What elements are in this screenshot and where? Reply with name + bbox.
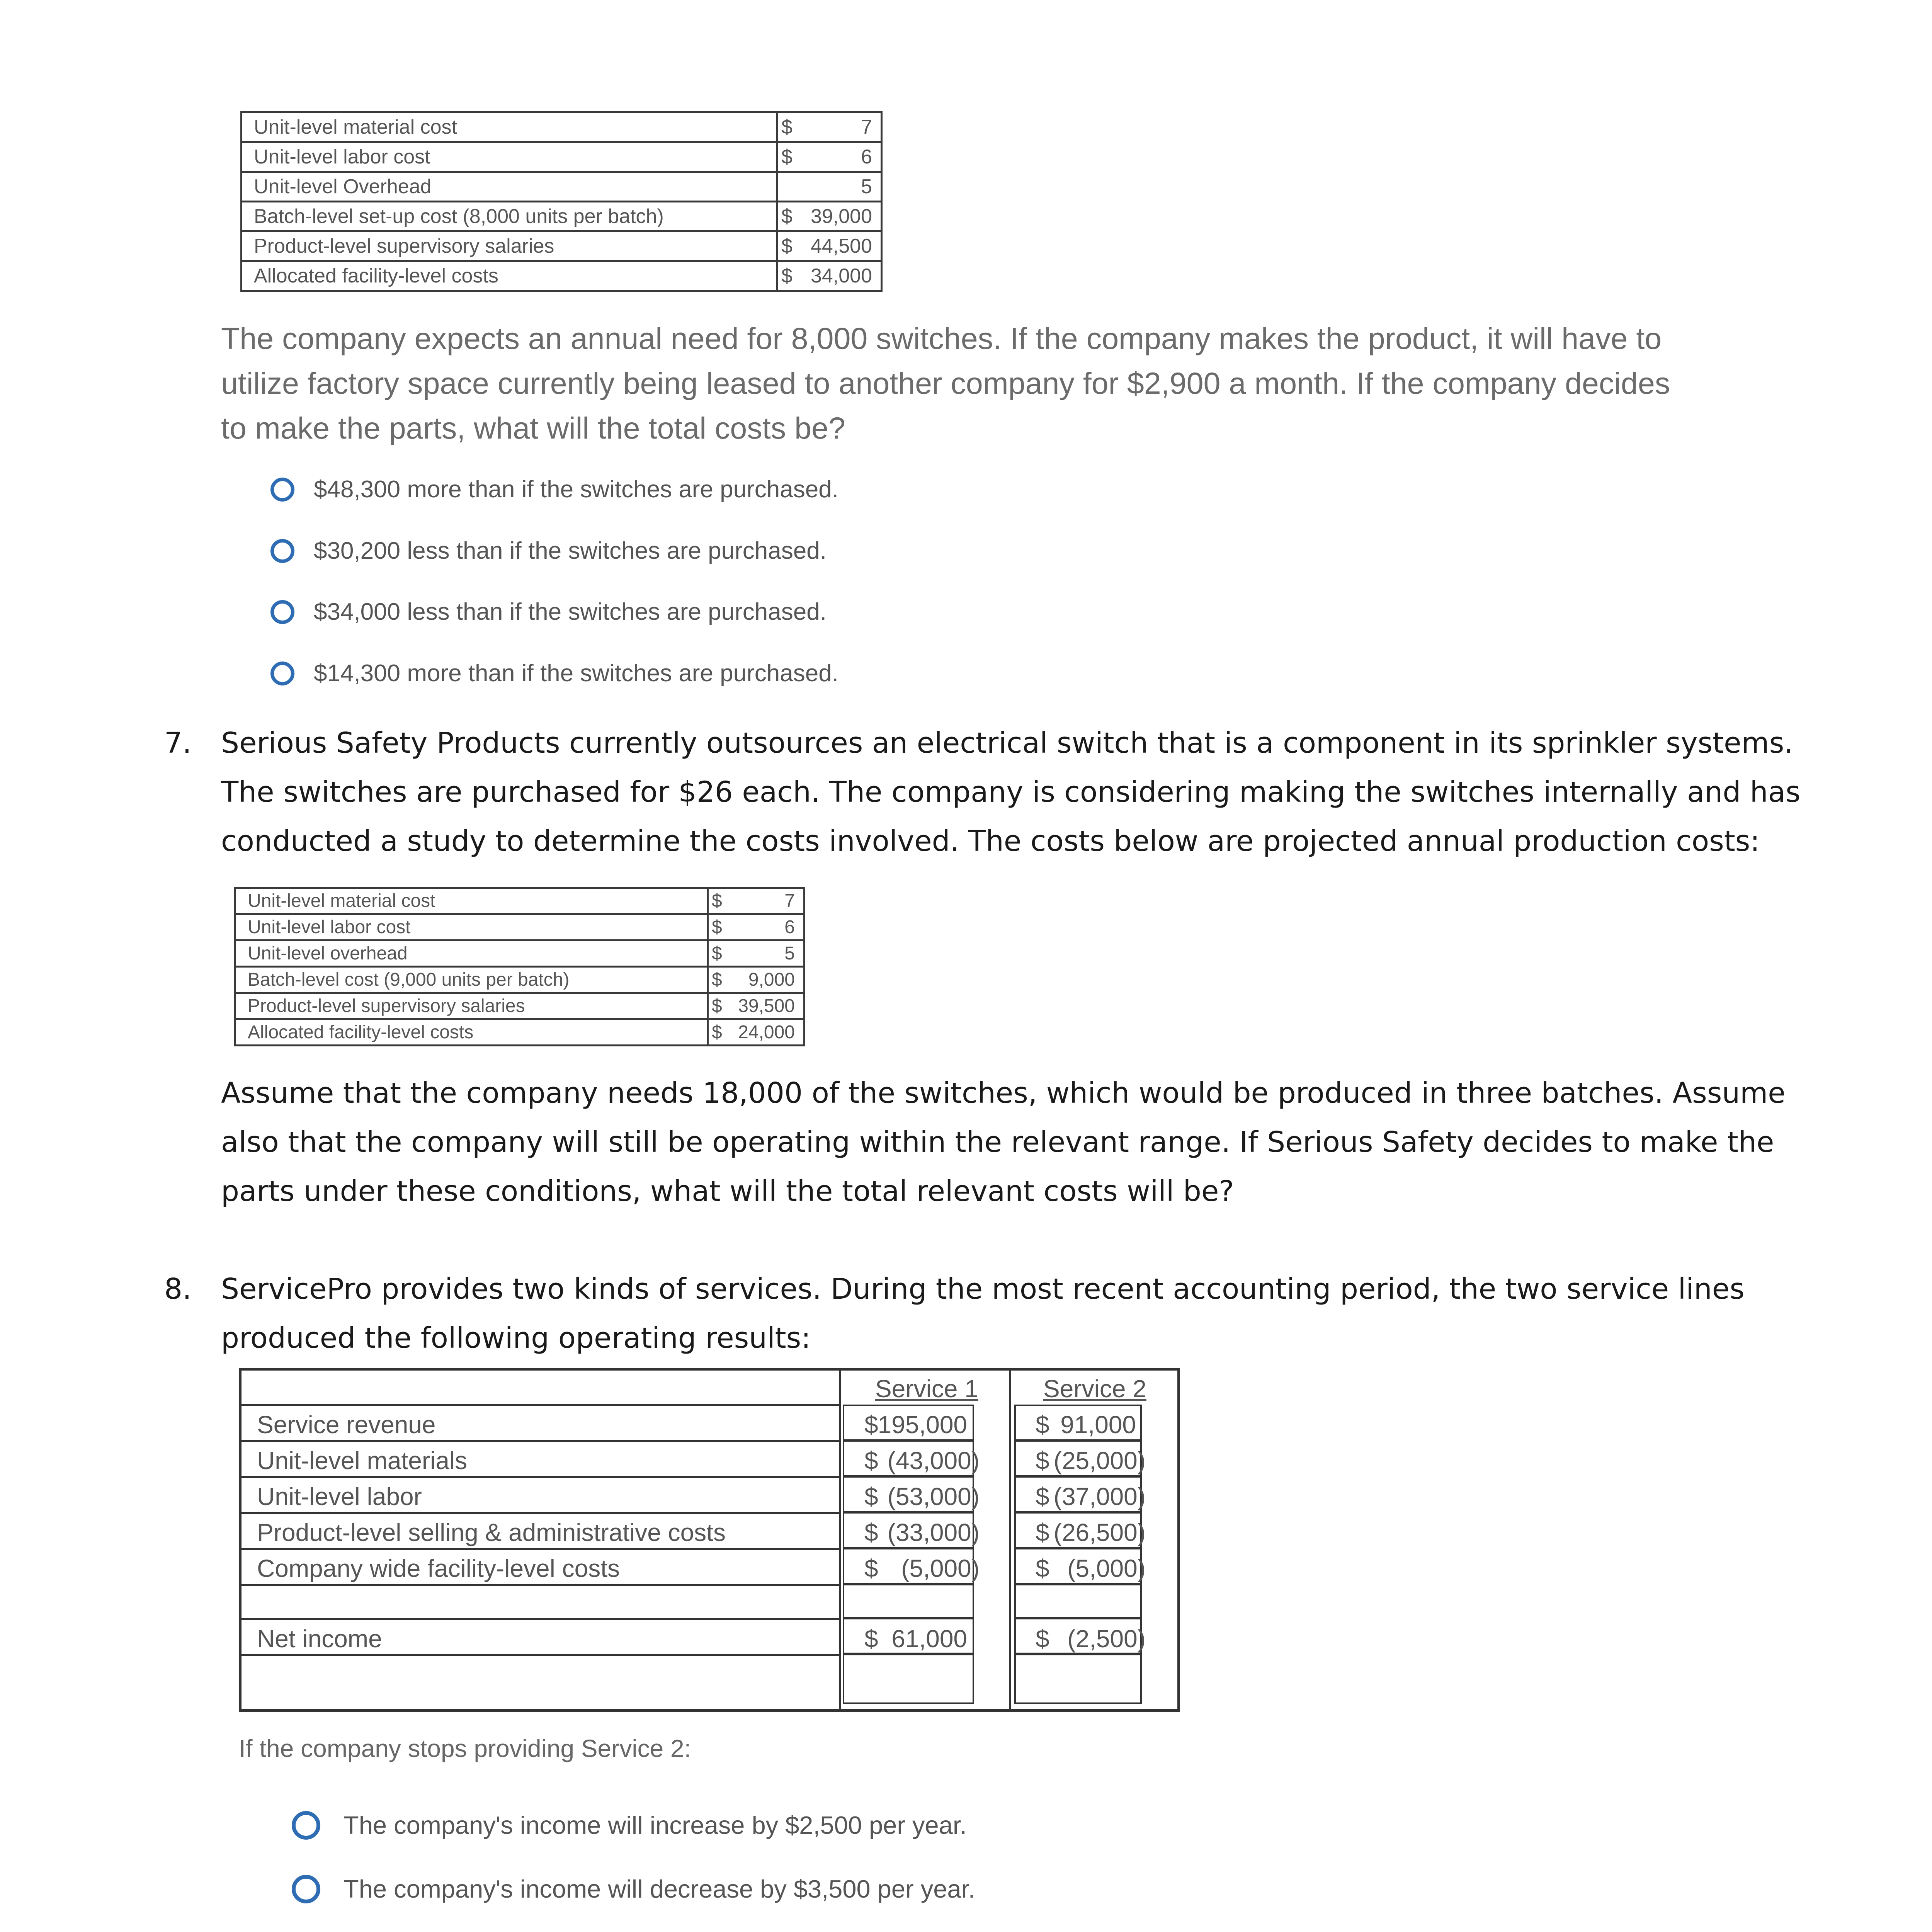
currency-sign: $: [777, 142, 795, 172]
table-row: [235, 993, 804, 1019]
prompt-line: The company expects an annual need for 8,000 switches. If the company makes the product, it will have to: [221, 321, 1662, 355]
q7-text: [221, 719, 1801, 866]
table-row: [242, 172, 882, 202]
question-line: ServicePro provides two kinds of services. During the most recent accounting period, the two service lines: [221, 1272, 1745, 1306]
prompt-line: to make the parts, what will the total costs be?: [221, 411, 845, 445]
currency-sign: $: [708, 940, 726, 967]
row-divider: [242, 1584, 839, 1586]
service-2-value: 91,000: [1060, 1411, 1136, 1439]
table-row: [242, 112, 882, 142]
row-divider: [242, 1654, 839, 1656]
row-value: 39,500: [725, 993, 804, 1019]
q7-cost-table: [234, 887, 805, 1046]
row-label: Unit-level materials: [257, 1447, 468, 1475]
q6-option-2[interactable]: [270, 537, 827, 565]
table-row: [235, 888, 804, 914]
row-divider: [242, 1512, 839, 1514]
service-1-value: 195,000: [878, 1411, 967, 1439]
row-label-net-income: Net income: [257, 1625, 382, 1653]
row-value: 7: [795, 112, 882, 142]
row-label: Unit-level labor cost: [235, 914, 708, 940]
q8-text: [221, 1265, 1745, 1363]
row-label: Unit-level Overhead: [242, 172, 777, 202]
row-label: Product-level supervisory salaries: [242, 231, 777, 261]
service-2-value: (25,000): [1053, 1447, 1146, 1475]
table-row: [235, 967, 804, 993]
currency-sign: $: [864, 1447, 878, 1475]
column-divider: [1009, 1371, 1011, 1709]
value-cell: [1014, 1654, 1142, 1704]
row-value: 5: [725, 940, 804, 967]
currency-sign: $: [708, 888, 726, 914]
question-line: produced the following operating results:: [221, 1321, 811, 1355]
option-label: $14,300 more than if the switches are purchased.: [314, 660, 838, 687]
service-2-value: (37,000): [1053, 1483, 1146, 1510]
row-value: 6: [725, 914, 804, 940]
q8-results-table: [239, 1368, 1180, 1712]
row-label: Unit-level labor cost: [242, 142, 777, 172]
radio-button[interactable]: [292, 1875, 320, 1903]
currency-sign: $: [1036, 1554, 1049, 1582]
question-line: Serious Safety Products currently outsources an electrical switch that is a component in its sprinkler systems.: [221, 726, 1793, 760]
currency-sign: $: [1036, 1411, 1049, 1439]
currency-sign: [777, 172, 795, 202]
row-label: Allocated facility-level costs: [242, 261, 777, 291]
row-label: Company wide facility-level costs: [257, 1554, 620, 1582]
table-row: [235, 940, 804, 967]
row-divider: [242, 1618, 839, 1620]
currency-sign: $: [864, 1625, 878, 1653]
service-1-value: (53,000): [887, 1483, 980, 1510]
table-row: [242, 261, 882, 291]
currency-sign: $: [708, 967, 726, 993]
currency-sign: $: [708, 914, 726, 940]
row-divider: [242, 1548, 839, 1550]
option-label: $34,000 less than if the switches are purchased.: [314, 599, 827, 625]
table-row: [242, 142, 882, 172]
value-cell: [1014, 1584, 1142, 1619]
prompt-line: utilize factory space currently being leased to another company for $2,900 a month. If the company decides: [221, 366, 1670, 400]
radio-button[interactable]: [292, 1811, 320, 1840]
row-label: Batch-level cost (9,000 units per batch): [235, 967, 708, 993]
currency-sign: $: [864, 1519, 878, 1546]
header-service-1: Service 1: [875, 1375, 978, 1403]
row-divider: [242, 1440, 839, 1442]
question-line: The switches are purchased for $26 each. The company is considering making the switches internally and has: [221, 776, 1801, 809]
row-divider: [242, 1476, 839, 1478]
service-1-net-income: 61,000: [891, 1625, 967, 1653]
q6-option-1[interactable]: [270, 476, 838, 503]
currency-sign: $: [1036, 1519, 1049, 1546]
currency-sign: $: [864, 1554, 878, 1582]
option-label: The company's income will decrease by $3,500 per year.: [344, 1875, 975, 1903]
q6-prompt: [221, 316, 1670, 451]
q8-option-2[interactable]: [292, 1874, 975, 1903]
q7-followup: [221, 1069, 1786, 1216]
value-cell: [843, 1584, 974, 1619]
option-label: The company's income will increase by $2,500 per year.: [344, 1811, 967, 1839]
row-label: Batch-level set-up cost (8,000 units per batch): [242, 202, 777, 231]
currency-sign: $: [864, 1411, 878, 1439]
row-value: 34,000: [795, 261, 882, 291]
q8-subprompt: If the company stops providing Service 2:: [239, 1735, 691, 1762]
currency-sign: $: [777, 202, 795, 231]
service-1-value: (33,000): [887, 1519, 980, 1546]
currency-sign: $: [708, 1019, 726, 1046]
currency-sign: $: [708, 993, 726, 1019]
service-1-value: (5,000): [901, 1554, 980, 1582]
currency-sign: $: [777, 231, 795, 261]
row-label: Unit-level overhead: [235, 940, 708, 967]
q8-option-1[interactable]: [292, 1811, 967, 1840]
service-2-value: (5,000): [1067, 1554, 1146, 1582]
service-2-net-income: (2,500): [1067, 1625, 1146, 1653]
row-value: 39,000: [795, 202, 882, 231]
row-value: 24,000: [725, 1019, 804, 1046]
currency-sign: $: [777, 112, 795, 142]
row-label: Unit-level material cost: [242, 112, 777, 142]
table-row: [235, 914, 804, 940]
question-line: parts under these conditions, what will the total relevant costs will be?: [221, 1175, 1234, 1208]
service-1-value: (43,000): [887, 1447, 980, 1475]
table-row: [242, 202, 882, 231]
row-label: Product-level supervisory salaries: [235, 993, 708, 1019]
currency-sign: $: [777, 261, 795, 291]
service-2-value: (26,500): [1053, 1519, 1146, 1546]
q8-number: 8.: [164, 1272, 192, 1306]
radio-button[interactable]: [270, 539, 294, 563]
radio-button[interactable]: [270, 662, 294, 685]
row-label: Unit-level material cost: [235, 888, 708, 914]
q7-number: 7.: [164, 726, 192, 760]
currency-sign: $: [864, 1483, 878, 1510]
question-line: Assume that the company needs 18,000 of the switches, which would be produced in three batches. Assume: [221, 1077, 1786, 1110]
option-label: $30,200 less than if the switches are purchased.: [314, 537, 827, 564]
row-value: 5: [795, 172, 882, 202]
header-service-2: Service 2: [1043, 1375, 1146, 1403]
option-label: $48,300 more than if the switches are purchased.: [314, 476, 838, 503]
q6-cost-table: [240, 111, 883, 292]
table-row: [235, 1019, 804, 1046]
q6-option-4[interactable]: [270, 660, 838, 687]
currency-sign: $: [1036, 1625, 1049, 1653]
row-label: Service revenue: [257, 1411, 436, 1439]
row-label: Product-level selling & administrative costs: [257, 1519, 726, 1546]
question-line: conducted a study to determine the costs involved. The costs below are projected annual production costs:: [221, 825, 1760, 858]
row-value: 6: [795, 142, 882, 172]
table-row: [242, 231, 882, 261]
currency-sign: $: [1036, 1447, 1049, 1475]
currency-sign: $: [1036, 1483, 1049, 1510]
value-cell: [843, 1654, 974, 1704]
radio-button[interactable]: [270, 478, 294, 502]
row-value: 9,000: [725, 967, 804, 993]
row-value: 7: [725, 888, 804, 914]
row-label: Unit-level labor: [257, 1483, 422, 1510]
radio-button[interactable]: [270, 600, 294, 624]
row-label: Allocated facility-level costs: [235, 1019, 708, 1046]
column-divider: [839, 1371, 841, 1709]
row-divider: [242, 1404, 839, 1406]
row-value: 44,500: [795, 231, 882, 261]
question-line: also that the company will still be operating within the relevant range. If Serious Safety decides to make the: [221, 1126, 1774, 1159]
q6-option-3[interactable]: [270, 598, 827, 626]
